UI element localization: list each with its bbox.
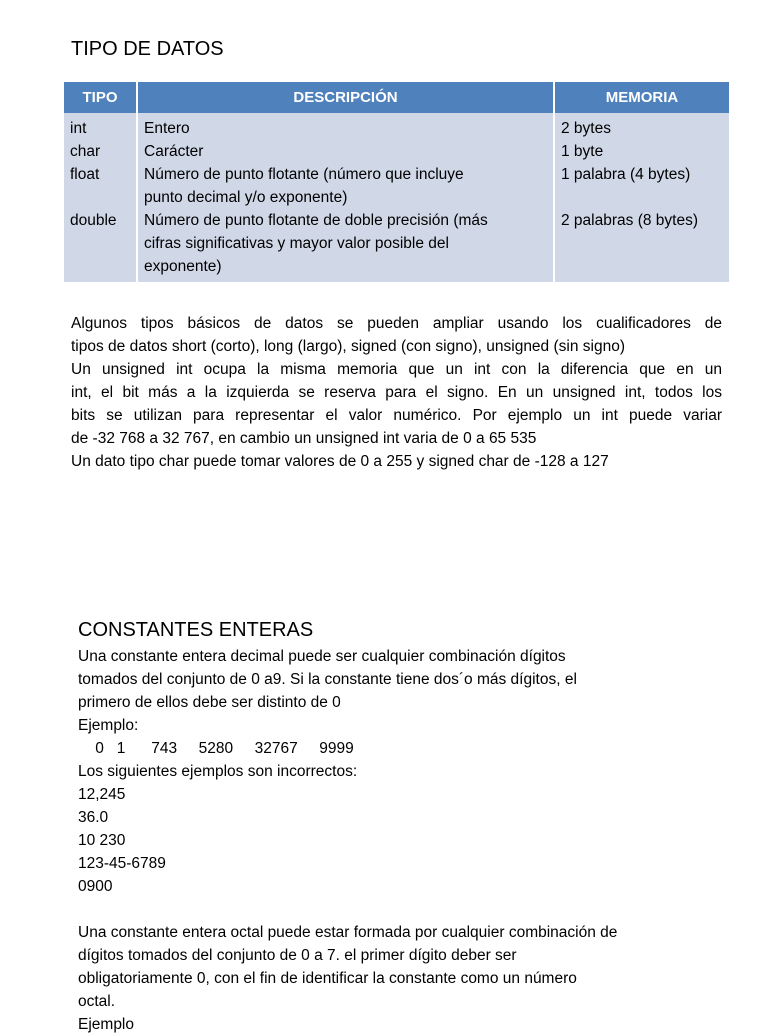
text-line: obligatoriamente 0, con el fin de identificar la constante como un número: [78, 970, 577, 987]
example-label: Ejemplo:: [78, 717, 139, 734]
qualifiers-paragraph: [71, 312, 722, 473]
tipo-spacer: [70, 232, 130, 255]
paragraph-line: de -32 768 a 32 767, en cambio un unsigned int varia de 0 a 65 535: [71, 430, 537, 447]
example-values: 0 1 743 5280 32767 9999: [78, 740, 354, 757]
paragraph-line: Un unsigned int ocupa la misma memoria que un int con la diferencia que en un: [71, 361, 722, 378]
table-row: [64, 113, 729, 282]
header-descripcion: DESCRIPCIÓN: [137, 82, 554, 113]
mem-spacer: [561, 186, 723, 209]
desc-line: Número de punto flotante (número que incluye: [144, 166, 464, 183]
memoria-cell: [554, 113, 729, 282]
decimal-constants-block: [78, 645, 708, 898]
desc-line: exponente): [144, 258, 222, 275]
desc-line: Entero: [144, 120, 190, 137]
incorrect-example: 123-45-6789: [78, 855, 166, 872]
text-line: Los siguientes ejemplos son incorrectos:: [78, 763, 358, 780]
text-line: Una constante entera decimal puede ser cualquier combinación dígitos: [78, 648, 566, 665]
paragraph-line: bits se utilizan para representar el valor numérico. Por ejemplo un int puede variar: [71, 407, 722, 424]
mem-double: 2 palabras (8 bytes): [561, 212, 698, 229]
tipo-cell: [64, 113, 137, 282]
example-label: Ejemplo: [78, 1016, 134, 1033]
incorrect-example: 36.0: [78, 809, 109, 826]
desc-line: punto decimal y/o exponente): [144, 189, 348, 206]
mem-char: 1 byte: [561, 143, 604, 160]
paragraph-line: Algunos tipos básicos de datos se pueden ampliar usando los cualificadores de: [71, 315, 722, 332]
tipo-spacer: [70, 186, 130, 209]
tipo-spacer: [70, 255, 130, 278]
header-tipo: TIPO: [64, 82, 137, 113]
mem-spacer: [561, 232, 723, 255]
tipo-float: float: [70, 166, 100, 183]
section-title-constantes-enteras: CONSTANTES ENTERAS: [78, 619, 314, 641]
text-line: Una constante entera octal puede estar formada por cualquier combinación de: [78, 924, 618, 941]
desc-line: Número de punto flotante de doble precisión (más: [144, 212, 488, 229]
section-title-tipo-de-datos: TIPO DE DATOS: [71, 38, 224, 60]
data-types-table: [64, 82, 729, 282]
desc-line: cifras significativas y mayor valor posible del: [144, 235, 449, 252]
text-line: octal.: [78, 993, 116, 1010]
tipo-char: char: [70, 143, 101, 160]
paragraph-line: int, el bit más a la izquierda se reserva para el signo. En un unsigned int, todos los: [71, 384, 722, 401]
descripcion-cell: [137, 113, 554, 282]
mem-float: 1 palabra (4 bytes): [561, 166, 691, 183]
paragraph-line: tipos de datos short (corto), long (largo), signed (con signo), unsigned (sin signo): [71, 338, 625, 355]
desc-line: Carácter: [144, 143, 204, 160]
mem-int: 2 bytes: [561, 120, 611, 137]
header-memoria: MEMORIA: [554, 82, 729, 113]
tipo-int: int: [70, 120, 87, 137]
text-line: dígitos tomados del conjunto de 0 a 7. el primer dígito deber ser: [78, 947, 517, 964]
mem-spacer: [561, 255, 723, 278]
paragraph-line: Un dato tipo char puede tomar valores de 0 a 255 y signed char de -128 a 127: [71, 453, 609, 470]
incorrect-example: 0900: [78, 878, 113, 895]
incorrect-example: 10 230: [78, 832, 126, 849]
text-line: primero de ellos debe ser distinto de 0: [78, 694, 341, 711]
text-line: tomados del conjunto de 0 a9. Si la constante tiene dos´o más dígitos, el: [78, 671, 577, 688]
table-header-row: [64, 82, 729, 113]
octal-constants-block: [78, 921, 708, 1036]
incorrect-example: 12,245: [78, 786, 126, 803]
tipo-double: double: [70, 212, 117, 229]
